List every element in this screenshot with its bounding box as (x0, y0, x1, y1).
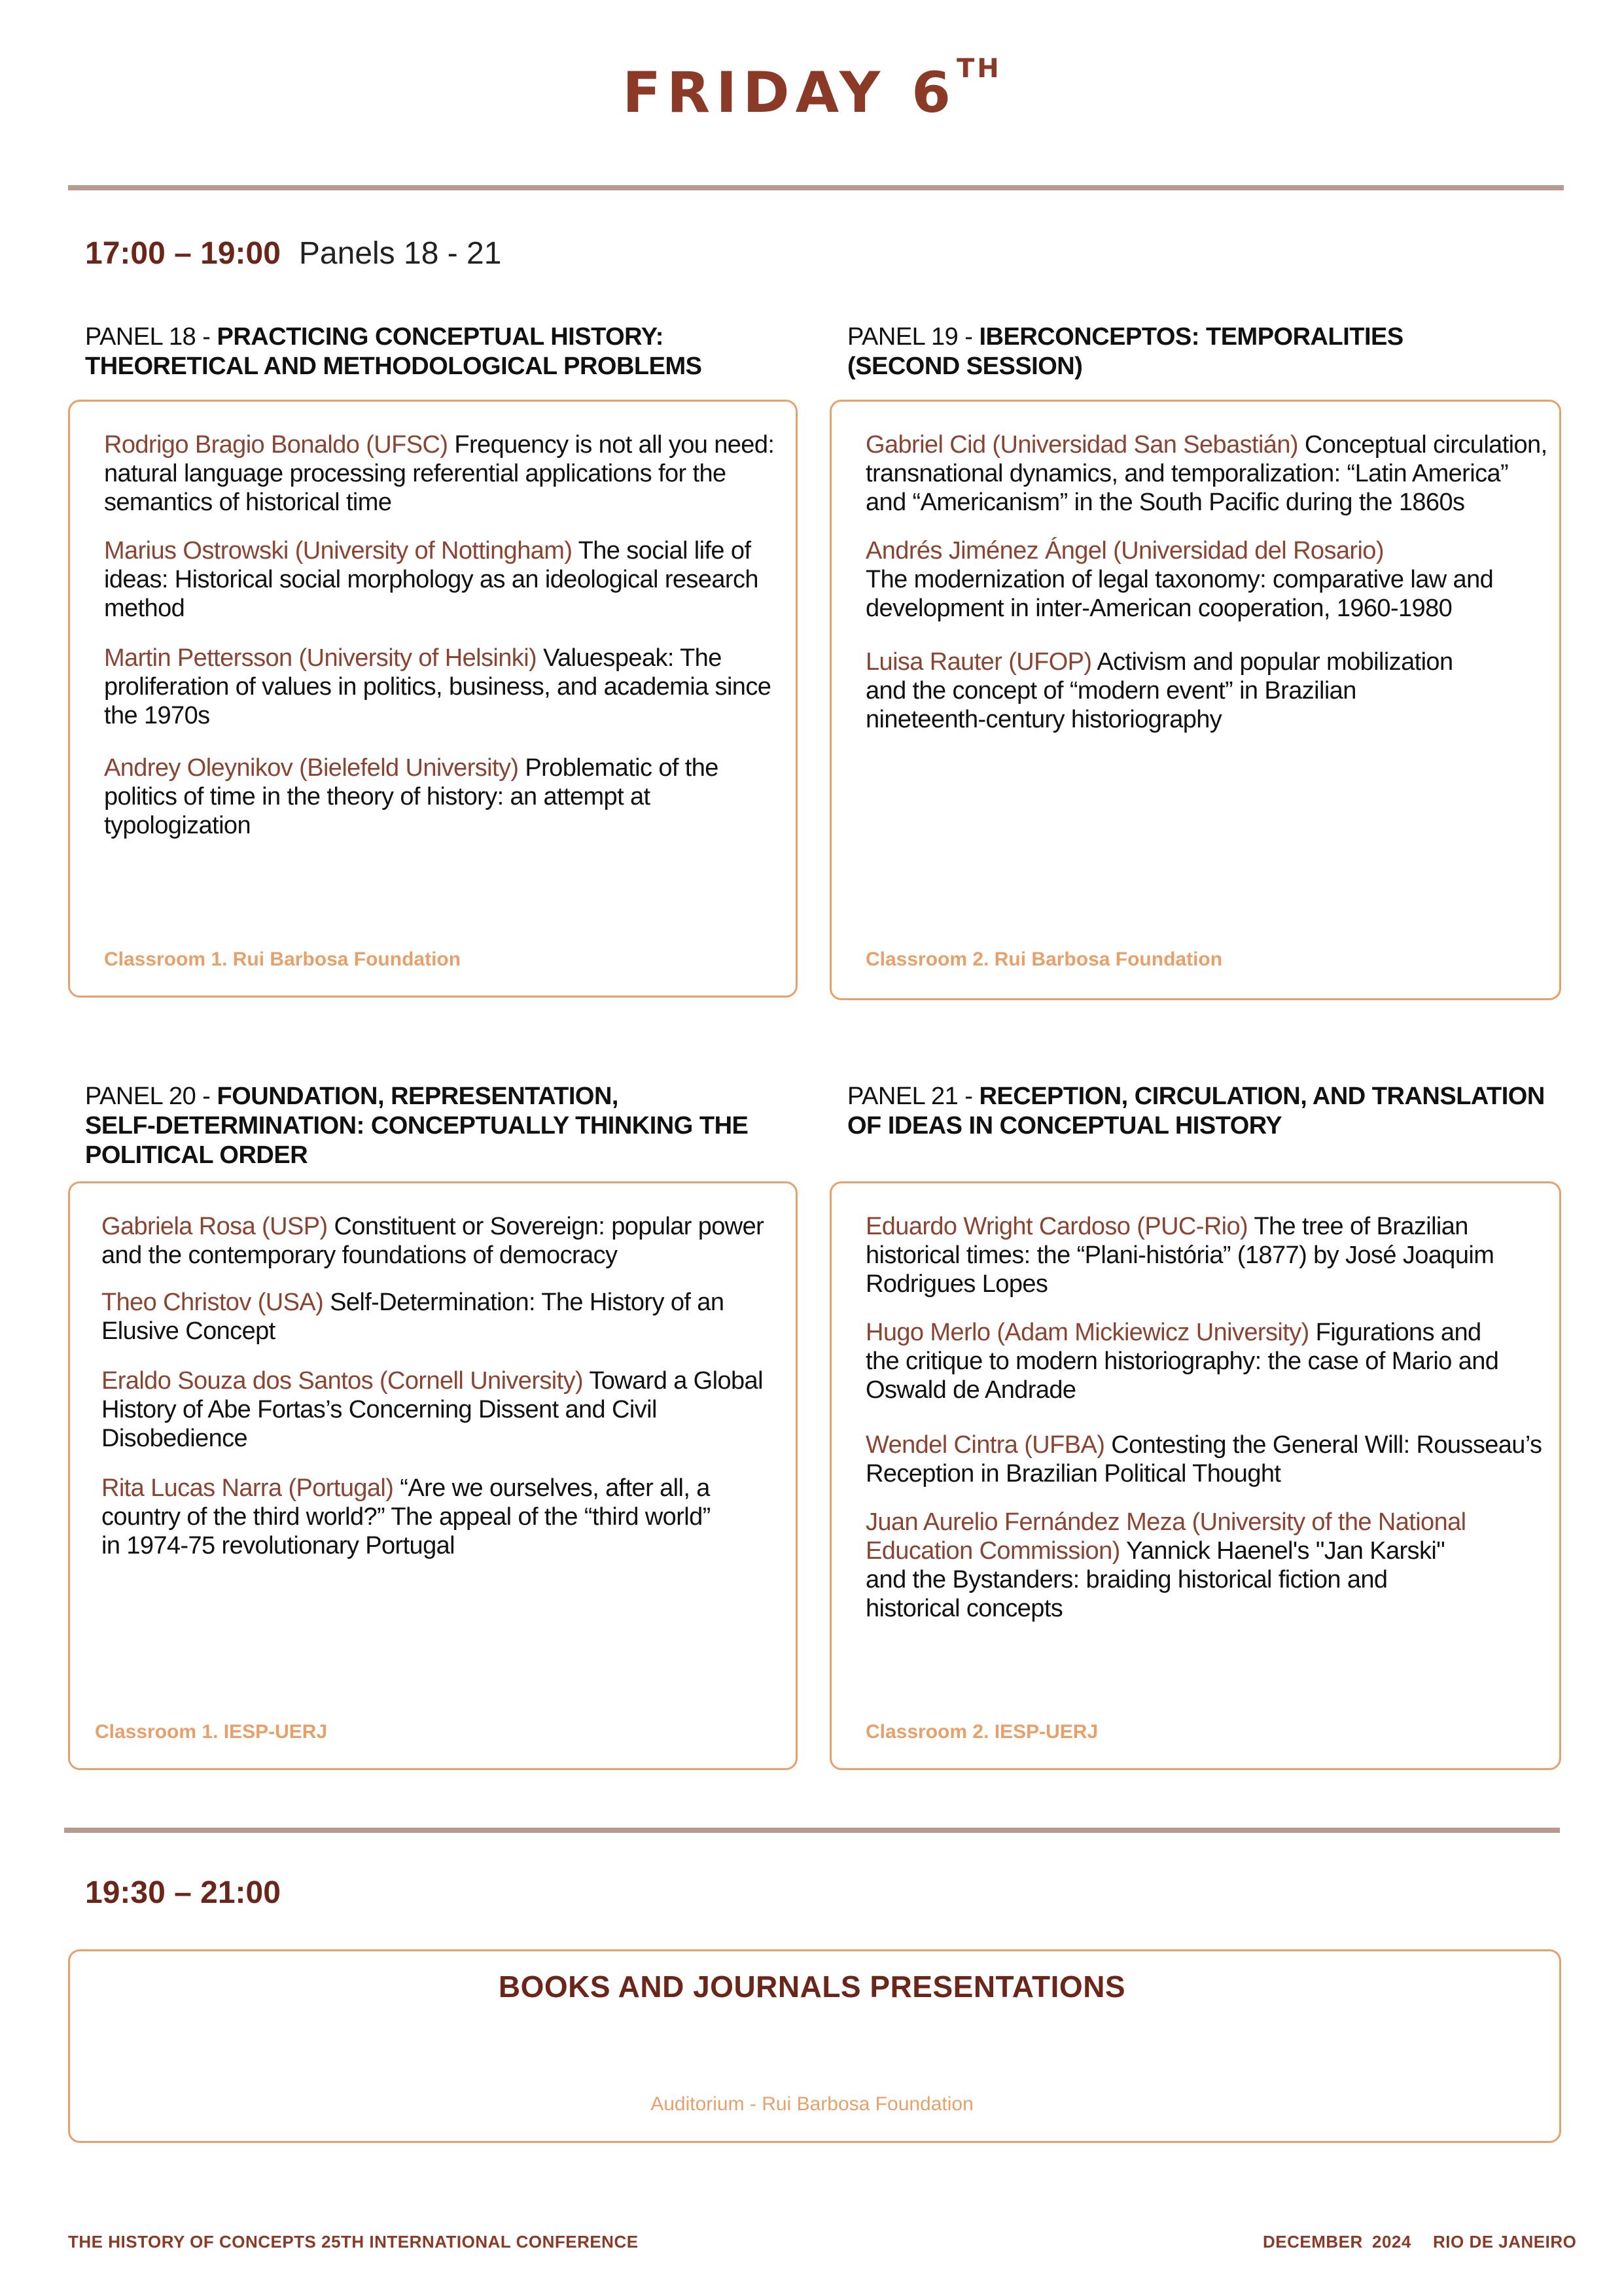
panel-18-talk-3: Martin Pettersson (University of Helsinki) Valuespeak: The proliferation of values in politics, business, and academia since the 1970s (104, 644, 771, 729)
title-suffix: TH (956, 54, 1002, 84)
panel-20-box (68, 1181, 798, 1770)
session-2-time: 19:30 – 21:00 (85, 1875, 281, 1910)
footer-month: DECEMBER (1263, 2232, 1363, 2252)
panel-21-talk-1: Eduardo Wright Cardoso (PUC-Rio) The tree of Brazilian historical times: the “Plani-história” (1877) by José Joaquim Rodrigues Lopes (866, 1213, 1494, 1298)
footer-year: 2024 (1372, 2232, 1411, 2252)
panel-21-box (830, 1181, 1561, 1770)
books-room: Auditorium - Rui Barbosa Foundation (650, 2093, 974, 2115)
middle-divider (64, 1828, 1560, 1833)
panel-18-box (68, 400, 798, 998)
panel-20-talk-1: Gabriela Rosa (USP) Constituent or Sovereign: popular power and the contemporary foundations of democracy (101, 1213, 764, 1269)
panel-18-talk-1: Rodrigo Bragio Bonaldo (UFSC) Frequency is not all you need: natural language processing referential applications for the semantics of historical time (104, 431, 775, 516)
panel-19-talk-1: Gabriel Cid (Universidad San Sebastián) Conceptual circulation, transnational dynamics, and temporalization: “Latin America” and “Americanism” in the South Pacific during the 1860s (866, 431, 1547, 516)
panel-18-room: Classroom 1. Rui Barbosa Foundation (104, 948, 461, 970)
panel-21-talk-4: Juan Aurelio Fernández Meza (University of the National Education Commission) Yannick Haenel's "Jan Karski" and the Bystanders: braiding historical fiction and historical concepts (866, 1508, 1466, 1622)
panel-19-heading: PANEL 19 - IBERCONCEPTOS: TEMPORALITIES (SECOND SESSION) (847, 323, 1403, 380)
session-1-time: 17:00 – 19:00 (85, 236, 281, 271)
talk-author: Gabriela Rosa (USP) (101, 1213, 328, 1240)
panel-18-talk-2: Marius Ostrowski (University of Nottingham) The social life of ideas: Historical social morphology as an ideological research method (104, 537, 758, 622)
talk-author: Luisa Rauter (UFOP) (866, 648, 1092, 676)
talk-author: Wendel Cintra (UFBA) (866, 1431, 1105, 1459)
footer-conference: THE HISTORY OF CONCEPTS 25TH INTERNATIONAL CONFERENCE (68, 2232, 639, 2252)
talk-author: Rita Lucas Narra (Portugal) (101, 1474, 394, 1502)
talk-author: Juan Aurelio Fernández Meza (University of the National (866, 1508, 1466, 1536)
talk-author: Hugo Merlo (Adam Mickiewicz University) (866, 1319, 1309, 1346)
panel-19-talk-2: Andrés Jiménez Ángel (Universidad del Rosario) The modernization of legal taxonomy: comparative law and development in inter-American cooperation, 1960-1980 (866, 537, 1494, 622)
panel-21-talk-3: Wendel Cintra (UFBA) Contesting the General Will: Rousseau’s Reception in Brazilian Political Thought (866, 1431, 1542, 1487)
panel-20-heading: PANEL 20 - FOUNDATION, REPRESENTATION, SELF-DETERMINATION: CONCEPTUALLY THINKING THE POLITICAL ORDER (85, 1083, 749, 1169)
panel-19-room: Classroom 2. Rui Barbosa Foundation (866, 948, 1223, 970)
panel-20-talk-3: Eraldo Souza dos Santos (Cornell University) Toward a Global History of Abe Fortas’s Concerning Dissent and Civil Disobedience (101, 1367, 763, 1452)
panel-19-talk-3: Luisa Rauter (UFOP) Activism and popular mobilization and the concept of “modern event” in Brazilian nineteenth-century historiography (866, 648, 1453, 733)
top-divider (68, 185, 1564, 190)
session-1-heading (85, 235, 501, 271)
talk-author: Marius Ostrowski (University of Nottingham) (104, 537, 573, 565)
panel-18-heading: PANEL 18 - PRACTICING CONCEPTUAL HISTORY: THEORETICAL AND METHODOLOGICAL PROBLEMS (85, 323, 702, 380)
talk-author: Eduardo Wright Cardoso (PUC-Rio) (866, 1213, 1248, 1240)
page-title: FRIDAY 6TH (622, 54, 1002, 126)
talk-author: Rodrigo Bragio Bonaldo (UFSC) (104, 431, 448, 459)
panel-20-talk-4: Rita Lucas Narra (Portugal) “Are we ourselves, after all, a country of the third world?” The appeal of the “third world” in 1974-75 revolutionary Portugal (101, 1474, 711, 1559)
session-2-heading (85, 1875, 281, 1911)
panel-19-box (830, 400, 1561, 1000)
panel-20-room: Classroom 1. IESP-UERJ (95, 1721, 328, 1743)
panel-20-talk-2: Theo Christov (USA) Self-Determination: The History of an Elusive Concept (101, 1289, 724, 1345)
talk-author: Andrés Jiménez Ángel (Universidad del Rosario) (866, 537, 1384, 565)
talk-author: Andrey Oleynikov (Bielefeld University) (104, 754, 519, 782)
panel-21-talk-2: Hugo Merlo (Adam Mickiewicz University) Figurations and the critique to modern historiography: the case of Mario and Oswald de Andrade (866, 1319, 1499, 1404)
books-title: BOOKS AND JOURNALS PRESENTATIONS (498, 1970, 1126, 2004)
panel-21-room: Classroom 2. IESP-UERJ (866, 1721, 1099, 1743)
panel-21-heading: PANEL 21 - RECEPTION, CIRCULATION, AND TRANSLATION OF IDEAS IN CONCEPTUAL HISTORY (847, 1083, 1545, 1139)
talk-author-cont: Education Commission) (866, 1537, 1120, 1565)
talk-author: Martin Pettersson (University of Helsinki) (104, 644, 537, 672)
footer-city: RIO DE JANEIRO (1433, 2232, 1577, 2252)
talk-author: Theo Christov (USA) (101, 1289, 324, 1316)
session-1-label: Panels 18 - 21 (298, 236, 502, 271)
panel-18-talk-4: Andrey Oleynikov (Bielefeld University) Problematic of the politics of time in the theory of history: an attempt at typologization (104, 754, 718, 839)
talk-author: Eraldo Souza dos Santos (Cornell University) (101, 1367, 584, 1395)
talk-author: Gabriel Cid (Universidad San Sebastián) (866, 431, 1298, 459)
